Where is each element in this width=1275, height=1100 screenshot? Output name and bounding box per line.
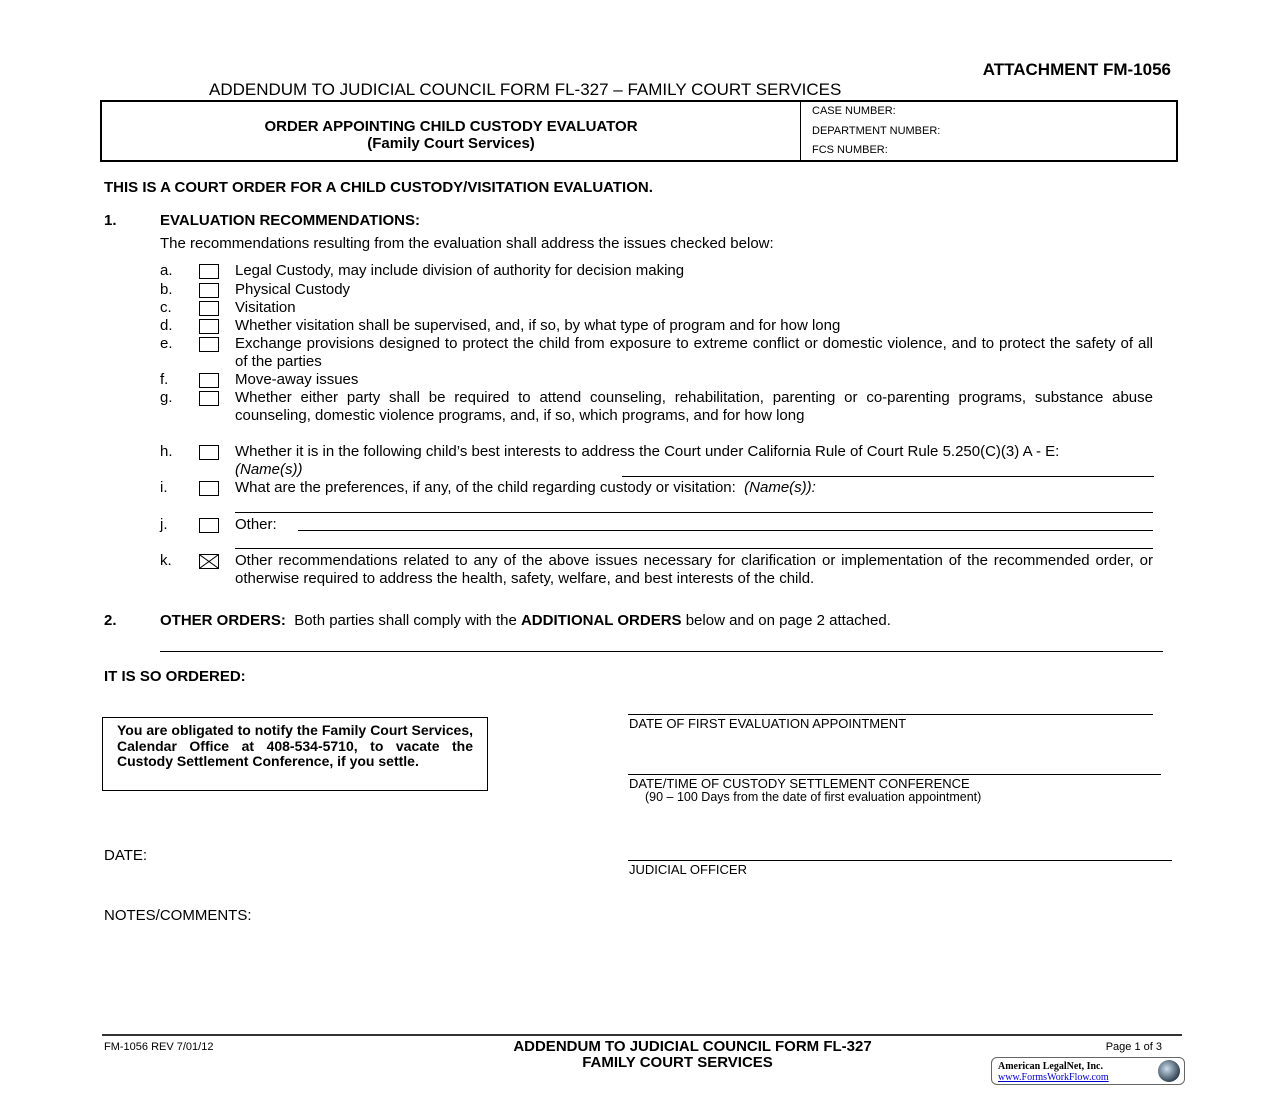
section2-text — [160, 612, 891, 629]
judicial-officer-signature-line[interactable] — [628, 860, 1172, 861]
section1-number: 1. — [104, 212, 117, 229]
logo-url[interactable]: www.FormsWorkFlow.com — [998, 1072, 1109, 1083]
first-appointment-line[interactable] — [628, 714, 1153, 715]
item-text — [235, 317, 1153, 335]
other-orders-line[interactable] — [160, 651, 1163, 652]
court-order-statement: THIS IS A COURT ORDER FOR A CHILD CUSTODY/VISITATION EVALUATION. — [104, 179, 653, 196]
settlement-notice-box: You are obligated to notify the Family Court Services, Calendar Office at 408-534-5710, to vacate the Custody Settlement Conference, if you settle. — [102, 717, 488, 791]
item-letter: h. — [160, 443, 173, 460]
footer-page-number: Page 1 of 3 — [1105, 1041, 1162, 1053]
item-text-body: Whether either party shall be required to attend counseling, rehabilitation, parenting or co-parenting programs, substance abuse counseling, domestic violence programs, and, if so, which programs, and for how long — [235, 389, 1153, 424]
fcs-number-field[interactable]: FCS NUMBER: — [812, 144, 888, 156]
checkbox[interactable] — [199, 481, 219, 496]
checkbox[interactable] — [199, 518, 219, 533]
item-text-body: Exchange provisions designed to protect the child from exposure to extreme conflict or domestic violence, and to protect the safety of all of the parties — [235, 335, 1153, 370]
item-i-answer-line[interactable] — [235, 512, 1153, 513]
checkbox[interactable] — [199, 445, 219, 460]
checkbox[interactable] — [199, 554, 219, 569]
item-letter: f. — [160, 371, 169, 388]
item-letter: g. — [160, 389, 173, 406]
logo-name: American LegalNet, Inc. — [998, 1061, 1103, 1072]
item-letter: k. — [160, 552, 172, 569]
american-legalnet-logo[interactable] — [991, 1057, 1185, 1085]
judicial-officer-label: JUDICIAL OFFICER — [629, 862, 747, 877]
section2-text-before: Both parties shall comply with the — [294, 612, 517, 629]
item-text-body: What are the preferences, if any, of the child regarding custody or visitation: — [235, 479, 736, 496]
section1-intro: The recommendations resulting from the evaluation shall address the issues checked below: — [160, 235, 774, 252]
item-text-body: Legal Custody, may include division of authority for decision making — [235, 262, 685, 279]
checkbox[interactable] — [199, 264, 219, 279]
item-text — [235, 335, 1153, 371]
item-name-label: (Name(s)) — [235, 461, 303, 478]
item-letter: a. — [160, 262, 173, 279]
form-subtitle: ADDENDUM TO JUDICIAL COUNCIL FORM FL-327 – FAMILY COURT SERVICES — [209, 80, 842, 99]
checkbox[interactable] — [199, 391, 219, 406]
department-number-field[interactable]: DEPARTMENT NUMBER: — [812, 125, 941, 137]
item-text-body: Whether visitation shall be supervised, and, if so, by what type of program and for how long — [235, 317, 841, 334]
item-letter: d. — [160, 317, 173, 334]
notes-comments-label: NOTES/COMMENTS: — [104, 907, 252, 924]
item-text — [235, 516, 1153, 534]
header-divider — [800, 102, 801, 160]
item-text — [235, 299, 1153, 317]
section2-emphasis: ADDITIONAL ORDERS — [520, 612, 682, 629]
form-title: ORDER APPOINTING CHILD CUSTODY EVALUATOR — [264, 118, 638, 135]
checkbox[interactable] — [199, 283, 219, 298]
item-text — [235, 281, 1153, 299]
section2-heading: OTHER ORDERS: — [160, 612, 286, 629]
date-label: DATE: — [104, 847, 148, 864]
item-text-body: Visitation — [235, 299, 296, 316]
footer-title-1: ADDENDUM TO JUDICIAL COUNCIL FORM FL-327 — [513, 1038, 872, 1055]
globe-icon — [1158, 1060, 1180, 1082]
checkbox[interactable] — [199, 373, 219, 388]
item-text-body: Physical Custody — [235, 281, 351, 298]
footer-form-id: FM-1056 REV 7/01/12 — [104, 1041, 214, 1053]
item-j-other-line-2[interactable] — [235, 548, 1153, 549]
footer-rule — [102, 1034, 1182, 1036]
item-j-other-line[interactable] — [298, 530, 1153, 531]
settlement-conference-note: (90 – 100 Days from the date of first evaluation appointment) — [645, 790, 982, 804]
item-h-name-line[interactable] — [622, 476, 1154, 477]
item-text — [235, 262, 1153, 280]
item-text — [235, 479, 1153, 497]
item-text — [235, 389, 1153, 425]
settlement-conference-label: DATE/TIME OF CUSTODY SETTLEMENT CONFERENCE — [629, 776, 970, 791]
item-letter: i. — [160, 479, 168, 496]
checkbox[interactable] — [199, 301, 219, 316]
item-name-label: (Name(s)): — [744, 479, 816, 496]
footer-title-2: FAMILY COURT SERVICES — [582, 1054, 773, 1071]
checkbox[interactable] — [199, 337, 219, 352]
item-letter: e. — [160, 335, 173, 352]
section1-heading: EVALUATION RECOMMENDATIONS: — [160, 212, 420, 229]
first-appointment-label: DATE OF FIRST EVALUATION APPOINTMENT — [629, 716, 907, 731]
case-number-field[interactable]: CASE NUMBER: — [812, 105, 896, 117]
section2-number: 2. — [104, 612, 117, 629]
item-text-body: Other: — [235, 516, 277, 533]
attachment-label: ATTACHMENT FM-1056 — [982, 60, 1171, 79]
item-text-body: Other recommendations related to any of the above issues necessary for clarification or implementation of the recommended order, or otherwise required to address the health, safety, welfare, and best interests of the child. — [235, 552, 1153, 587]
checkbox[interactable] — [199, 319, 219, 334]
item-text — [235, 443, 1105, 479]
form-title-sub: (Family Court Services) — [367, 135, 535, 152]
item-letter: c. — [160, 299, 172, 316]
section2-text-after: below and on page 2 attached. — [685, 612, 891, 629]
item-text-body: Move-away issues — [235, 371, 359, 388]
item-text-body: Whether it is in the following child’s best interests to address the Court under California Rule of Court Rule 5.250(C)(3) A - E: — [235, 443, 1060, 460]
settlement-conference-line[interactable] — [628, 774, 1161, 775]
item-text — [235, 371, 1153, 389]
item-letter: j. — [160, 516, 168, 533]
x-mark-icon — [200, 555, 218, 568]
item-letter: b. — [160, 281, 173, 298]
item-text — [235, 552, 1153, 588]
so-ordered-label: IT IS SO ORDERED: — [104, 668, 246, 685]
header-box — [100, 100, 1178, 162]
